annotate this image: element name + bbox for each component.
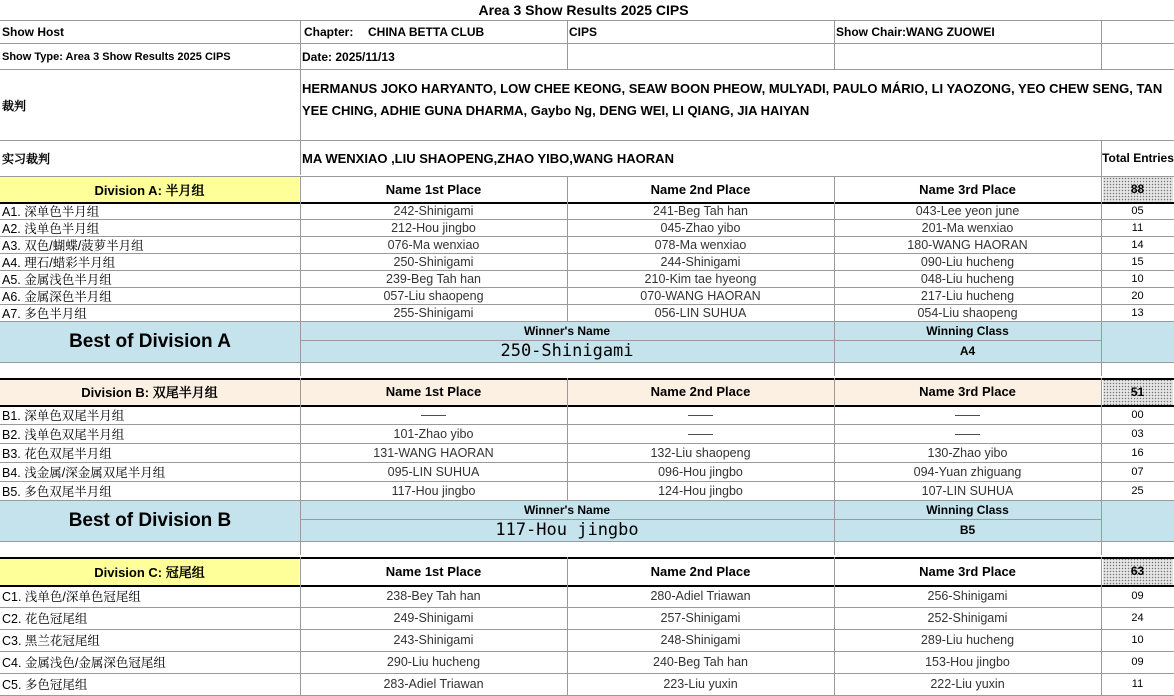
- second-place-entry: ——: [688, 426, 713, 441]
- grid-line: [300, 519, 1101, 520]
- class-entries: 10: [1131, 272, 1144, 285]
- winner-name: 117-Hou jingbo: [495, 520, 639, 540]
- first-place-entry: 290-Liu hucheng: [386, 655, 481, 669]
- class-name: C3. 黑兰花冠尾组: [2, 634, 100, 648]
- second-place-entry: 280-Adiel Triawan: [650, 589, 751, 603]
- second-place-entry: 132-Liu shaopeng: [650, 445, 751, 460]
- org-label: CIPS: [569, 25, 598, 39]
- sheet-title: Area 3 Show Results 2025 CIPS: [478, 2, 689, 18]
- third-place-entry: ——: [955, 426, 980, 441]
- grid-line: [1101, 378, 1102, 500]
- header-1st-place: Name 1st Place: [385, 181, 482, 197]
- third-place-entry: 130-Zhao yibo: [927, 445, 1008, 460]
- second-place-entry: 240-Beg Tah han: [653, 655, 748, 669]
- winning-class-header: Winning Class: [926, 324, 1009, 338]
- best-of-division-label: Best of Division B: [68, 510, 232, 531]
- second-place-entry: 210-Kim tae hyeong: [644, 271, 757, 286]
- grid-line: [834, 501, 835, 541]
- class-entries: 25: [1131, 484, 1144, 497]
- second-place-entry: 045-Zhao yibo: [660, 220, 741, 235]
- second-place-entry: 248-Shinigami: [660, 633, 741, 647]
- grid-line: [300, 20, 301, 175]
- show-date: Date: 2025/11/13: [302, 49, 395, 64]
- class-entries: 24: [1131, 612, 1144, 624]
- grid-line: [567, 176, 568, 321]
- grid-line: [1101, 541, 1102, 555]
- chapter-label: Chapter:: [304, 25, 354, 39]
- class-name: B1. 深单色双尾半月组: [2, 408, 125, 423]
- header-2nd-place: Name 2nd Place: [650, 181, 751, 197]
- grid-line: [1101, 501, 1102, 541]
- class-name: A3. 双色/蝴蝶/菠萝半月组: [2, 238, 144, 253]
- class-entries: 09: [1131, 656, 1144, 668]
- first-place-entry: 242-Shinigami: [393, 203, 474, 218]
- chapter-value: CHINA BETTA CLUB: [368, 25, 485, 39]
- third-place-entry: 256-Shinigami: [927, 589, 1008, 603]
- header-1st-place: Name 1st Place: [385, 563, 482, 579]
- class-entries: 13: [1131, 306, 1144, 319]
- grid-line: [300, 501, 301, 541]
- grid-line: [1101, 20, 1102, 69]
- grid-line: [1101, 140, 1102, 176]
- second-place-entry: 096-Hou jingbo: [658, 464, 743, 479]
- trainee-judges-list: MA WENXIAO ,LIU SHAOPENG,ZHAO YIBO,WANG HAORAN: [302, 150, 674, 166]
- header-3rd-place: Name 3rd Place: [919, 384, 1016, 399]
- total-entries-label: Total Entries: [1102, 150, 1174, 165]
- second-place-entry: 124-Hou jingbo: [658, 483, 743, 498]
- third-place-entry: 252-Shinigami: [927, 611, 1008, 625]
- class-name: C1. 浅单色/深单色冠尾组: [2, 590, 141, 604]
- second-place-entry: 223-Liu yuxin: [663, 677, 738, 691]
- third-place-entry: 054-Liu shaopeng: [917, 305, 1018, 320]
- first-place-entry: 238-Bey Tah han: [386, 589, 481, 603]
- first-place-entry: 076-Ma wenxiao: [387, 237, 480, 252]
- second-place-entry: 078-Ma wenxiao: [654, 237, 747, 252]
- header-3rd-place: Name 3rd Place: [919, 181, 1016, 197]
- division-total-entries: 51: [1130, 384, 1145, 399]
- grid-line: [834, 378, 835, 500]
- first-place-entry: 095-LIN SUHUA: [387, 464, 480, 479]
- class-entries: 03: [1131, 427, 1144, 440]
- grid-line: [1101, 322, 1102, 362]
- first-place-entry: 101-Zhao yibo: [393, 426, 474, 441]
- grid-line: [567, 378, 568, 500]
- winner-name: 250-Shinigami: [500, 341, 634, 361]
- division-total-entries: 63: [1130, 564, 1145, 578]
- header-2nd-place: Name 2nd Place: [650, 563, 751, 579]
- class-entries: 11: [1131, 221, 1144, 234]
- grid-line: [834, 541, 835, 555]
- class-name: B3. 花色双尾半月组: [2, 446, 112, 461]
- grid-line: [1101, 176, 1102, 321]
- grid-line: [834, 557, 835, 695]
- class-name: A7. 多色半月组: [2, 306, 87, 321]
- grid-line: [567, 20, 568, 69]
- second-place-entry: 244-Shinigami: [660, 254, 741, 269]
- second-place-entry: 257-Shinigami: [660, 611, 741, 625]
- third-place-entry: 107-LIN SUHUA: [921, 483, 1014, 498]
- show-host-label: Show Host: [2, 25, 64, 39]
- class-entries: 10: [1131, 634, 1144, 646]
- class-entries: 09: [1131, 590, 1144, 602]
- first-place-entry: 117-Hou jingbo: [391, 483, 476, 498]
- trainee-judges-label: 实习裁判: [2, 151, 51, 166]
- third-place-entry: 222-Liu yuxin: [930, 677, 1005, 691]
- winning-class-header: Winning Class: [926, 503, 1009, 517]
- judges-list: HERMANUS JOKO HARYANTO, LOW CHEE KEONG, SEAW BOON PHEOW, MULYADI, PAULO MÁRIO, LI YAOZONG, YEO CHEW SENG, TAN YEE CHING, ADHIE GUNA DHARMA, Gaybo Ng, DENG WEI, LI QIANG, JIA HAIYAN: [302, 81, 1163, 118]
- third-place-entry: ——: [955, 407, 980, 422]
- division-total-entries: 88: [1130, 182, 1145, 196]
- first-place-entry: 250-Shinigami: [393, 254, 474, 269]
- grid-line: [834, 20, 835, 69]
- grid-line: [1101, 557, 1102, 695]
- grid-line: [834, 362, 835, 376]
- class-name: A4. 理石/蜡彩半月组: [2, 255, 116, 270]
- class-entries: 11: [1131, 678, 1144, 690]
- third-place-entry: 090-Liu hucheng: [920, 254, 1015, 269]
- second-place-entry: ——: [688, 407, 713, 422]
- second-place-entry: 241-Beg Tah han: [653, 203, 748, 218]
- first-place-entry: 131-WANG HAORAN: [373, 445, 494, 460]
- best-of-division-label: Best of Division A: [69, 331, 231, 352]
- third-place-entry: 048-Liu hucheng: [920, 271, 1015, 286]
- class-name: C4. 金属浅色/金属深色冠尾组: [2, 656, 166, 670]
- grid-line: [300, 541, 301, 555]
- class-entries: 16: [1131, 446, 1144, 459]
- winner-name-header: Winner's Name: [523, 503, 611, 517]
- grid-line: [0, 557, 1174, 559]
- first-place-entry: 283-Adiel Triawan: [383, 677, 484, 691]
- show-chair: Show Chair:WANG ZUOWEI: [836, 25, 995, 39]
- first-place-entry: 249-Shinigami: [393, 611, 474, 625]
- grid-line: [0, 176, 1174, 177]
- grid-line: [300, 557, 301, 695]
- winner-name-header: Winner's Name: [523, 324, 611, 338]
- grid-line: [0, 541, 1174, 542]
- grid-line: [0, 378, 1174, 380]
- grid-line: [300, 378, 301, 500]
- first-place-entry: 243-Shinigami: [393, 633, 474, 647]
- grid-line: [834, 322, 835, 362]
- class-entries: 15: [1131, 255, 1144, 268]
- class-name: A2. 浅单色半月组: [2, 221, 100, 236]
- class-name: A6. 金属深色半月组: [2, 289, 112, 304]
- division-label: Division B: 双尾半月组: [81, 385, 218, 400]
- third-place-entry: 180-WANG HAORAN: [907, 237, 1028, 252]
- grid-line: [300, 340, 1101, 341]
- third-place-entry: 201-Ma wenxiao: [921, 220, 1014, 235]
- class-entries: 00: [1131, 408, 1144, 421]
- second-place-entry: 056-LIN SUHUA: [654, 305, 747, 320]
- grid-line: [300, 322, 301, 362]
- class-name: A1. 深单色半月组: [2, 204, 100, 219]
- grid-line: [300, 362, 301, 376]
- third-place-entry: 217-Liu hucheng: [920, 288, 1015, 303]
- class-name: B2. 浅单色双尾半月组: [2, 427, 125, 442]
- class-name: B4. 浅金属/深金属双尾半月组: [2, 465, 166, 480]
- third-place-entry: 043-Lee yeon june: [915, 203, 1020, 218]
- show-type: Show Type: Area 3 Show Results 2025 CIPS: [2, 50, 231, 63]
- grid-line: [834, 176, 835, 321]
- class-name: B5. 多色双尾半月组: [2, 484, 112, 499]
- grid-line: [567, 557, 568, 695]
- class-name: C2. 花色冠尾组: [2, 612, 88, 626]
- first-place-entry: 255-Shinigami: [393, 305, 474, 320]
- first-place-entry: ——: [421, 407, 446, 422]
- third-place-entry: 094-Yuan zhiguang: [913, 464, 1022, 479]
- first-place-entry: 239-Beg Tah han: [386, 271, 481, 286]
- header-2nd-place: Name 2nd Place: [650, 384, 751, 399]
- winning-class: B5: [959, 523, 976, 537]
- grid-line: [300, 176, 301, 321]
- header-3rd-place: Name 3rd Place: [919, 563, 1016, 579]
- class-entries: 05: [1131, 204, 1144, 217]
- header-1st-place: Name 1st Place: [385, 384, 482, 399]
- first-place-entry: 212-Hou jingbo: [391, 220, 476, 235]
- class-name: C5. 多色冠尾组: [2, 678, 88, 692]
- grid-line: [1101, 362, 1102, 376]
- winning-class: A4: [959, 344, 976, 358]
- division-label: Division C: 冠尾组: [94, 564, 205, 580]
- class-entries: 20: [1131, 289, 1144, 302]
- third-place-entry: 153-Hou jingbo: [925, 655, 1010, 669]
- class-entries: 14: [1131, 238, 1144, 251]
- class-entries: 07: [1131, 465, 1144, 478]
- judges-label: 裁判: [2, 98, 27, 113]
- first-place-entry: 057-Liu shaopeng: [383, 288, 484, 303]
- class-name: A5. 金属浅色半月组: [2, 272, 112, 287]
- division-label: Division A: 半月组: [94, 182, 205, 198]
- third-place-entry: 289-Liu hucheng: [920, 633, 1015, 647]
- second-place-entry: 070-WANG HAORAN: [640, 288, 761, 303]
- grid-line: [0, 362, 1174, 363]
